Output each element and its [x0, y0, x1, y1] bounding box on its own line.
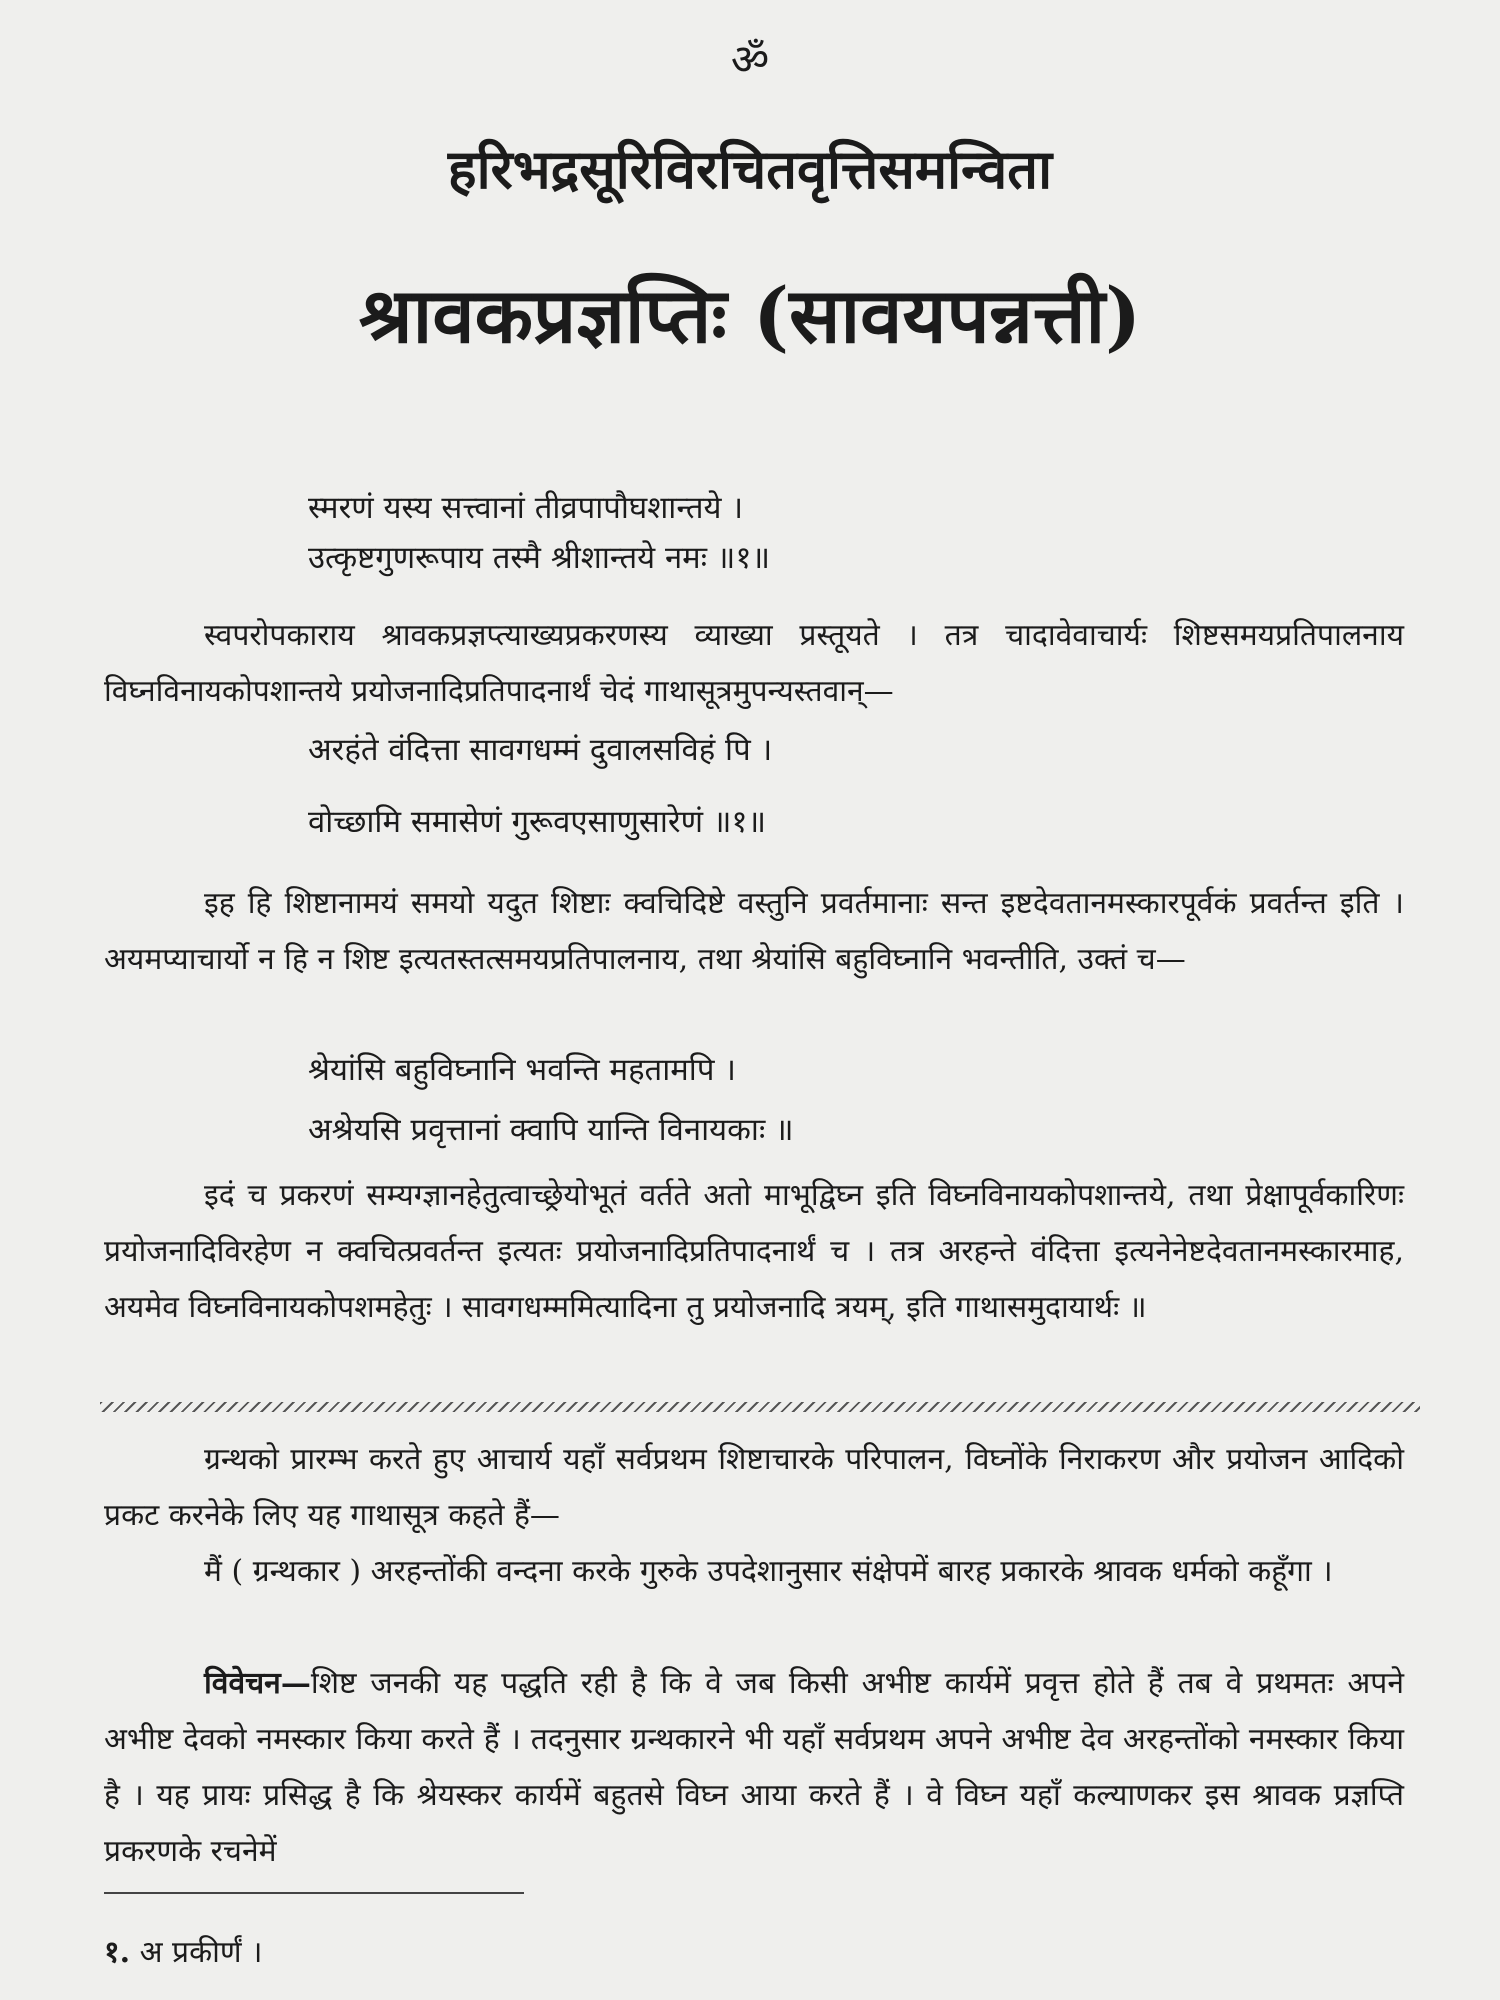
page-title: श्रावकप्रज्ञप्तिः (सावयपन्नत्ती) [358, 271, 1142, 360]
om-symbol: ॐ [730, 35, 770, 84]
vivechan-paragraph: विवेचन—शिष्ट जनकी यह पद्धति रही है कि वे जब किसी अभीष्ट कार्यमें प्रवृत्त होते हैं तब वे प्रथमतः अपने अभीष्ट देवको नमस्कार किया करते हैं । तदनुसार ग्रन्थकारने भी यहाँ सर्वप्रथम अपने अभीष्ट देव अरहन्तोंको नमस्कार किया है । यह प्रायः प्रसिद्ध है कि श्रेयस्कर कार्यमें बहुतसे विघ्न आया करते हैं । वे विघ्न यहाँ कल्याणकर इस श्रावक प्रज्ञप्ति प्रकरणके रचनेमें [104, 1666, 1404, 1869]
gatha-line-1: अरहंते वंदित्ता सावगधम्मं दुवालसविहं पि । [308, 732, 773, 768]
quote-line-1: श्रेयांसि बहुविघ्नानि भवन्ति महतामपि । [308, 1052, 737, 1088]
footnote-rule [104, 1892, 524, 1894]
commentary-paragraph-2: इदं च प्रकरणं सम्यग्ज्ञानहेतुत्वाच्छ्रेयोभूतं वर्तते अतो माभूद्विघ्न इति विघ्नविनायकोपशान्तये, तथा प्रेक्षापूर्वकारिणः प्रयोजनादिविरहेण न क्वचित्प्रवर्तन्त इत्यतः प्रयोजनादिप्रतिपादनार्थं च । तत्र अरहन्ते वंदित्ता इत्यनेनेष्टदेवतानमस्कारमाह, अयमेव विघ्नविनायकोपशमहेतुः । सावगधम्ममित्यादिना तु प्रयोजनादि त्रयम्, इति गाथासमुदायार्थः ॥ [104, 1178, 1404, 1325]
commentary-subtitle: हरिभद्रसूरिविरचितवृत्तिसमन्विता [447, 137, 1053, 201]
gatha-line-2: वोच्छामि समासेणं गुरूवएसाणुसारेणं ॥१॥ [308, 804, 767, 840]
hindi-paragraph-2: मैं ( ग्रन्थकार ) अरहन्तोंकी वन्दना करके गुरुके उपदेशानुसार संक्षेपमें बारह प्रकारके श्रावक धर्मको कहूँगा । [204, 1554, 1333, 1589]
mangala-verse-line-1: स्मरणं यस्य सत्त्वानां तीव्रपापौघशान्तये । [308, 490, 744, 526]
vivechan-label: विवेचन— [204, 1666, 311, 1701]
hindi-paragraph-1: ग्रन्थको प्रारम्भ करते हुए आचार्य यहाँ सर्वप्रथम शिष्टाचारके परिपालन, विघ्नोंके निराकरण और प्रयोजन आदिको प्रकट करनेके लिए यह गाथासूत्र कहते हैं— [104, 1442, 1404, 1533]
footnote [104, 1930, 263, 1971]
commentary-paragraph-1: इह हि शिष्टानामयं समयो यदुत शिष्टाः क्वचिदिष्टे वस्तुनि प्रवर्तमानाः सन्त इष्टदेवतानमस्कारपूर्वकं प्रवर्तन्त इति । अयमप्याचार्यो न हि न शिष्ट इत्यतस्तत्समयप्रतिपालनाय, तथा श्रेयांसि बहुविघ्नानि भवन्तीति, उक्तं च— [104, 886, 1404, 977]
quote-line-2: अश्रेयसि प्रवृत्तानां क्वापि यान्ति विनायकाः ॥ [308, 1112, 794, 1148]
section-separator [100, 1402, 1420, 1412]
footnote-number: १. [104, 1935, 131, 1970]
mangala-verse-line-2: उत्कृष्टगुणरूपाय तस्मै श्रीशान्तये नमः ॥१॥ [308, 540, 771, 576]
intro-paragraph: स्वपरोपकाराय श्रावकप्रज्ञप्त्याख्यप्रकरणस्य व्याख्या प्रस्तूयते । तत्र चादावेवाचार्यः शिष्टसमयप्रतिपालनाय विघ्नविनायकोपशान्तये प्रयोजनादिप्रतिपादनार्थं चेदं गाथासूत्रमुपन्यस्तवान्— [104, 618, 1404, 709]
footnote-text: अ प्रकीर्णं । [139, 1935, 263, 1970]
